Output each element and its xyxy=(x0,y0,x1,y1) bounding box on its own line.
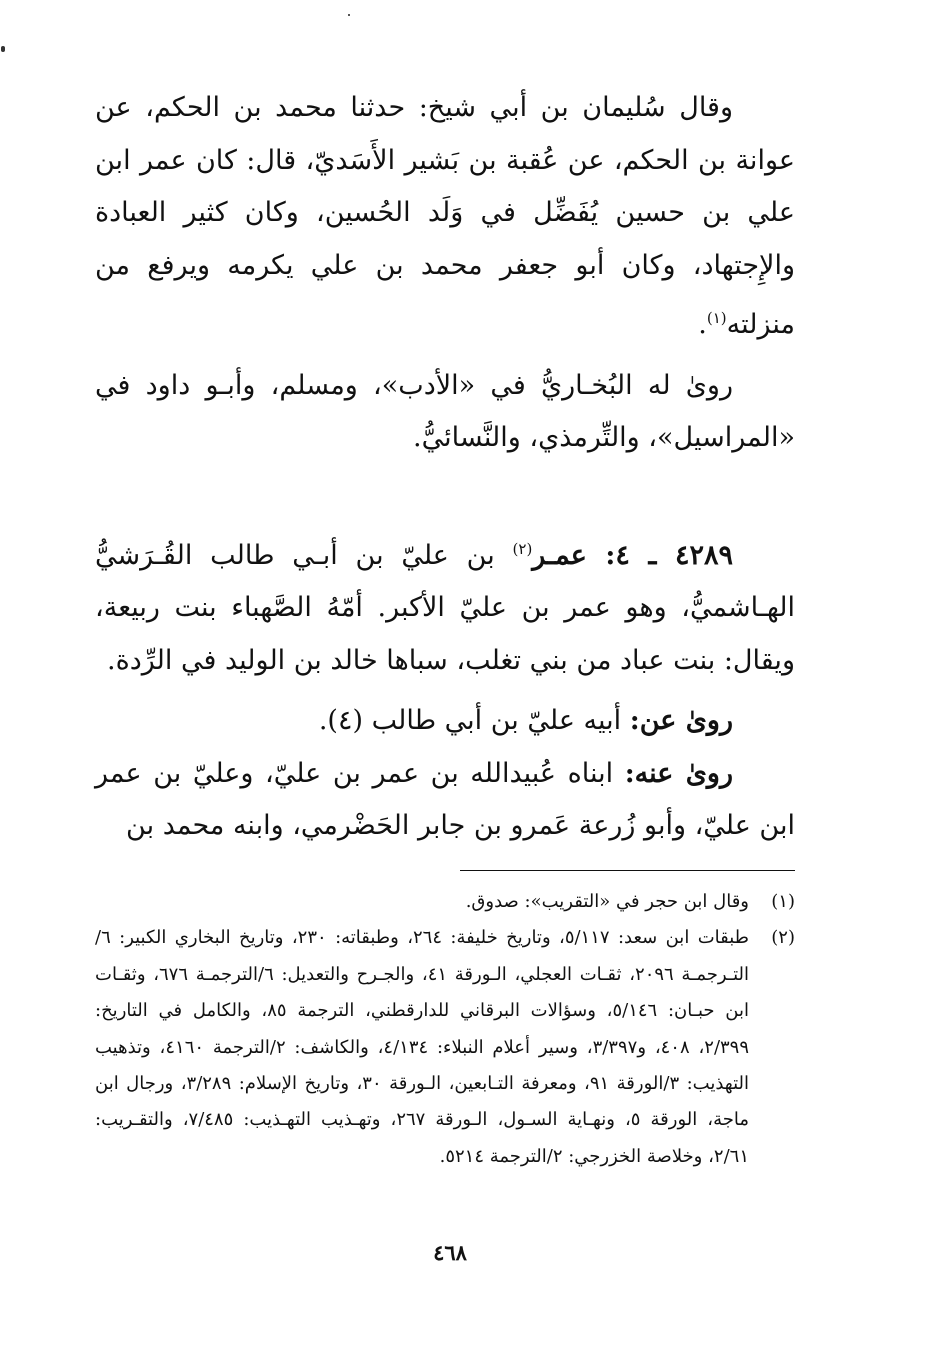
footnote-text: وقال ابن حجر في «التقريب»: صدوق. xyxy=(465,891,749,912)
footnote-2 xyxy=(95,920,795,1175)
footnote-number: (٢) xyxy=(771,927,795,949)
footnote-1 xyxy=(95,884,795,920)
paragraph-narrators: روىٰ له البُخـاريُّ في «الأدب»، ومسلم، وأبـو داود في «المراسيل»، والتِّرمذي، والنَّسائيُّ. xyxy=(95,369,795,453)
footnote-ref-2[interactable]: (٢) xyxy=(512,539,533,558)
page-speck xyxy=(348,14,350,16)
main-text xyxy=(95,82,795,853)
paragraph-sulayman-narration xyxy=(95,82,795,352)
paragraph-text: وقال سُليمان بن أبي شيخ: حدثنا محمد بن الحكم، عن عوانة بن الحكم، عن عُقبة بن بَشير الأَسَديّ، قال: كان عمر ابن علي بن حسين يُفَضِّل في وَلَد الحُسين، وكان كثير العبادة والإِجتهاد، وكان أبو جعفر محمد بن علي يكرمه ويرفع من منزلته xyxy=(95,92,795,340)
entry-heading: ٤٢٨٩ ـ ٤: عمـر xyxy=(532,539,734,571)
paragraph-end: . xyxy=(698,309,707,340)
rawa-an-text: أبيه عليّ بن أبي طالب (٤). xyxy=(318,705,630,736)
rawa-anhu-label: روىٰ عنه: xyxy=(624,757,734,789)
rawa-an-label: روىٰ عن: xyxy=(629,705,733,736)
footnote-number: (١) xyxy=(771,891,795,912)
page-number: ٤٦٨ xyxy=(433,1240,467,1265)
paragraph-rawa-anhu xyxy=(95,748,795,853)
spacer xyxy=(95,687,795,695)
section-spacer xyxy=(95,465,795,523)
margin-mark xyxy=(1,46,5,52)
entry-4289 xyxy=(95,523,795,688)
rawa-anhu-text: ابناه عُبيدالله بن عمر بن عليّ، وعليّ بن عمر ابن عليّ، وأبو زُرعة عَمرو بن جابر الحَضْرمي، وابنه محمد بن xyxy=(95,757,795,841)
spacer xyxy=(95,352,795,360)
paragraph-rawa-an xyxy=(95,695,795,748)
footnote-text: طبقات ابن سعد: ٥/١١٧، وتاريخ خليفة: ٢٦٤، وطبقاته: ٢٣٠، وتاريخ البخاري الكبير: ٦/التـرجمـة ٢٠٩٦، ثقـات العجلي، الـورقة ٤١، والجـرح والتعديل: ٦/الترجمـة ٦٧٦، وثقـات ابن حبـان: ٥/١٤٦، وسؤالات البرقاني للدارقطني، الترجمة ٨٥، والكامل في التاريخ: ٢/٣٩٩، ٤٠٨، و٣/٣٩٧، وسير أعلام النبلاء: ٤/١٣٤، والكاشف: ٢/الترجمة ٤١٦٠، وتذهيب التهذيب: ٣/الورقة ٩١، ومعرفة التـابعين، الـورقة ٣٠، وتاريخ الإسلام: ٣/٢٨٩، ورجال ابن ماجة، الورقة ٥، ونهـاية السـول، الـورقة ٢٦٧، وتهـذيب التهـذيب: ٧/٤٨٥، والتقـريب: ٢/٦١، وخلاصة الخزرجي: ٢/الترجمة ٥٢١٤. xyxy=(95,927,750,1167)
entry-text: بن عليّ بن أبـي طالب القُـرَشيُّ الهـاشميُّ، وهو عمر بن عليّ الأكبر. أمّهُ الصَّهباء بنت ربيعة، ويقال: بنت عباد من بني تغلب، سباها خالد بن الوليد في الرِّدة. xyxy=(95,539,795,676)
footnote-separator xyxy=(460,870,795,871)
footnote-ref-1[interactable]: (١) xyxy=(706,309,727,327)
footnotes xyxy=(95,884,795,1175)
